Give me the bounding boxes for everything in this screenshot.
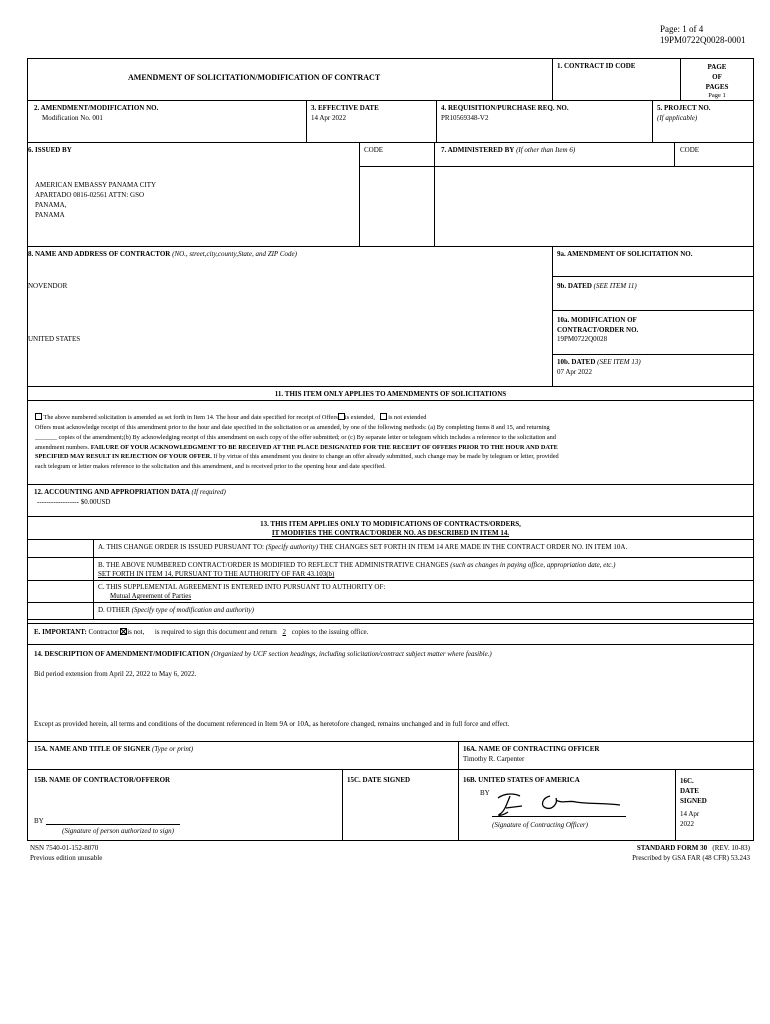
description-body: Bid period extension from April 22, 2022 to May 6, 2022. xyxy=(34,670,197,678)
amendment-no-label: 2. AMENDMENT/MODIFICATION NO. xyxy=(34,104,159,112)
effective-date-value: 14 Apr 2022 xyxy=(311,114,346,122)
item-13-a: A. THIS CHANGE ORDER IS ISSUED PURSUANT TO: (Specify authority) THE CHANGES SET FORTH IN ITEM 14 ARE MADE IN THE CONTRACT ORDER NO. IN ITEM 10A. xyxy=(98,543,628,551)
issued-by-label: 6. ISSUED BY xyxy=(28,146,72,154)
description-label: 14. DESCRIPTION OF AMENDMENT/MODIFICATION (Organized by UCF section headings, including solicitation/contract subject matter where feasible.) xyxy=(34,650,492,658)
united-states-label: 16B. UNITED STATES OF AMERICA xyxy=(463,776,580,784)
project-no-label: 5. PROJECT NO. xyxy=(657,104,711,112)
contractor-label: 8. NAME AND ADDRESS OF CONTRACTOR (NO., street,city,county,State, and ZIP Code) xyxy=(28,250,297,258)
footer-left: NSN 7540-01-152-8070 Previous edition unusable xyxy=(30,844,103,862)
contractor-country: UNITED STATES xyxy=(28,335,81,343)
is-not-checkbox[interactable] xyxy=(120,628,127,635)
document-id: 19PM0722Q0028-0001 xyxy=(660,35,746,45)
page-number: Page: 1 of 4 xyxy=(660,24,704,34)
modification-no-value: 19PM0722Q0028 xyxy=(557,335,608,343)
not-extended-checkbox[interactable] xyxy=(380,413,387,420)
important-line: E. IMPORTANT: Contractor is not, is required to sign this document and return 2 copies to the issuing office. xyxy=(34,628,369,636)
contractor-offeror-label: 15B. NAME OF CONTRACTOR/OFFEROR xyxy=(34,776,171,784)
accounting-value: ------------------ $0.00USD xyxy=(37,498,111,506)
solicitation-amended-checkbox[interactable] xyxy=(35,413,42,420)
date-signed-label: 15C. DATE SIGNED xyxy=(347,776,411,784)
modification-dated-value: 07 Apr 2022 xyxy=(557,368,592,376)
description-footer: Except as provided herein, all terms and conditions of the document referenced in Item 9A or 10A, as heretofore changed, remains unchanged and in full force and effect. xyxy=(34,720,510,728)
project-no-note: (If applicable) xyxy=(657,114,698,122)
officer-signature-caption: (Signature of Contracting Officer) xyxy=(492,821,588,829)
contracting-officer-label: 16A. NAME OF CONTRACTING OFFICER xyxy=(463,745,600,753)
contractor-name: NOVENDOR xyxy=(28,282,68,290)
solicitation-dated-label: 9b. DATED (SEE ITEM 11) xyxy=(557,282,637,290)
footer-right: STANDARD FORM 30 (REV. 10-83) Prescribed by GSA FAR (48 CFR) 53.243 xyxy=(632,844,750,862)
administered-by-label: 7. ADMINISTERED BY (If other than Item 6) xyxy=(441,146,576,154)
contractor-signature-caption: (Signature of person authorized to sign) xyxy=(62,827,174,835)
page-of-pages-label: PAGE OF PAGES xyxy=(705,63,729,91)
item-13-c: C. THIS SUPPLEMENTAL AGREEMENT IS ENTERED INTO PURSUANT TO AUTHORITY OF: Mutual Agreement of Parties xyxy=(98,583,386,600)
solicitation-no-label: 9a. AMENDMENT OF SOLICITATION NO. xyxy=(557,250,693,258)
modification-dated-label: 10b. DATED (SEE ITEM 13) xyxy=(557,358,641,366)
officer-date-signed-value: 14 Apr 2022 xyxy=(680,810,700,828)
requisition-no-value: PR10569348-V2 xyxy=(441,114,489,122)
form-title: AMENDMENT OF SOLICITATION/MODIFICATION OF CONTRACT xyxy=(128,73,381,82)
contractor-by-label: BY xyxy=(34,817,44,825)
item-13-title: 13. THIS ITEM APPLIES ONLY TO MODIFICATIONS OF CONTRACTS/ORDERS, IT MODIFIES THE CONTRACT/ORDER NO. AS DESCRIBED IN ITEM 14. xyxy=(260,520,521,537)
administered-by-code-label: CODE xyxy=(680,146,700,154)
item-11-title: 11. THIS ITEM ONLY APPLIES TO AMENDMENTS OF SOLICITATIONS xyxy=(274,390,507,398)
officer-by-label: BY xyxy=(480,789,490,797)
contracting-officer-value: Timothy R. Carpenter xyxy=(463,755,525,763)
copies-count: 2 xyxy=(282,628,286,636)
amendment-no-value: Modification No. 001 xyxy=(42,114,103,122)
page-of-pages-value: Page 1 xyxy=(708,92,726,99)
item-11-text: The above numbered solicitation is amended as set forth in Item 14. The hour and date specified for receipt of Offers is extended, is not extended xyxy=(35,413,747,423)
officer-date-signed-label: 16C. DATE SIGNED xyxy=(680,777,707,805)
accounting-label: 12. ACCOUNTING AND APPROPRIATION DATA (If required) xyxy=(34,488,226,496)
modification-no-label: 10a. MODIFICATION OF CONTRACT/ORDER NO. xyxy=(557,316,639,334)
extended-checkbox[interactable] xyxy=(338,413,345,420)
contracting-officer-signature xyxy=(492,786,624,820)
requisition-no-label: 4. REQUISITION/PURCHASE REQ. NO. xyxy=(441,104,569,112)
signer-name-label: 15A. NAME AND TITLE OF SIGNER (Type or print) xyxy=(34,745,194,753)
issued-by-code-label: CODE xyxy=(364,146,384,154)
contract-id-code-label: 1. CONTRACT ID CODE xyxy=(557,62,636,70)
effective-date-label: 3. EFFECTIVE DATE xyxy=(311,104,379,112)
item-13-b: B. THE ABOVE NUMBERED CONTRACT/ORDER IS MODIFIED TO REFLECT THE ADMINISTRATIVE CHANGES (such as changes in paying office, appropriation date, etc.) SET FORTH IN ITEM 14, PURSUANT TO THE AUTHORITY OF FAR 43.103(b) xyxy=(98,561,616,578)
item-13-d: D. OTHER (Specify type of modification and authority) xyxy=(98,606,254,614)
issuer-address: AMERICAN EMBASSY PANAMA CITY APARTADO 0816-02561 ATTN: GSO PANAMA, PANAMA xyxy=(35,181,157,219)
